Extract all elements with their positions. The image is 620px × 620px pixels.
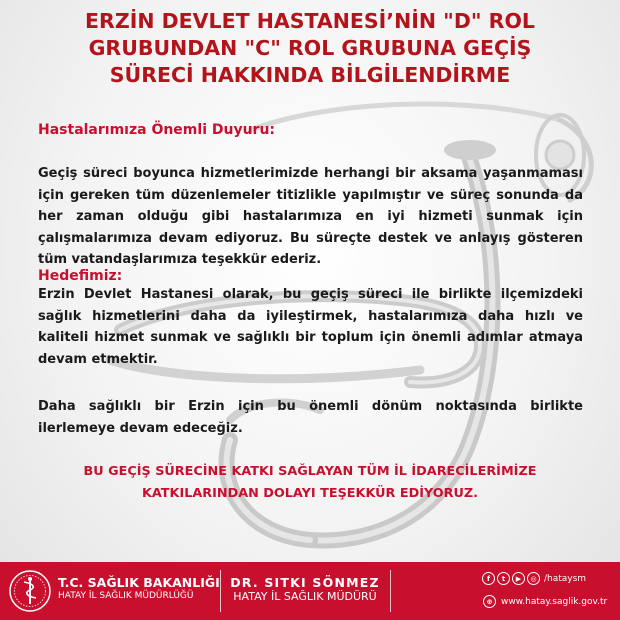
announcement-section	[38, 122, 583, 138]
closing-thanks	[40, 461, 580, 505]
ministry-logo-icon	[8, 569, 52, 613]
footer-divider	[220, 570, 221, 612]
page-title	[40, 8, 580, 89]
goal-text: Erzin Devlet Hastanesi olarak, bu geçiş süreci ile birlikte ilçemizdeki sağlık hizmetlerini daha da iyileştirmek, hastalarımıza daha hızlı ve kaliteli hizmet sunmak ve sağlıklı bir toplum için önemli adımlar atmaya devam etmektir.	[38, 287, 583, 367]
goal-heading: Hedefimiz:	[38, 268, 123, 284]
director-title: HATAY İL SAĞLIK MÜDÜRÜ	[233, 590, 377, 603]
globe-icon: ⊕	[483, 595, 496, 608]
youtube-icon[interactable]: ▶	[512, 572, 525, 585]
title-line: SÜRECİ HAKKINDA BİLGİLENDİRME	[109, 63, 511, 87]
closing-line: BU GEÇİŞ SÜRECİNE KATKI SAĞLAYAN TÜM İL İDARECİLERİMİZE	[83, 464, 537, 479]
title-line: GRUBUNDAN "C" ROL GRUBUNA GEÇİŞ	[88, 36, 532, 60]
instagram-icon[interactable]: ◎	[527, 572, 540, 585]
directorate-name: HATAY İL SAĞLIK MÜDÜRLÜĞÜ	[58, 591, 194, 601]
director-info	[230, 575, 380, 603]
ministry-name: T.C. SAĞLIK BAKANLIĞI	[58, 575, 220, 590]
social-handle[interactable]: /hataysm	[544, 573, 587, 584]
director-name: DR. SITKI SÖNMEZ	[230, 575, 380, 590]
website-url[interactable]: www.hatay.saglik.gov.tr	[501, 596, 608, 607]
future-section	[38, 396, 583, 439]
future-text: Daha sağlıklı bir Erzin için bu önemli dönüm noktasında birlikte ilerlemeye devam edeceğiz.	[38, 399, 583, 436]
twitter-icon[interactable]: t	[497, 572, 510, 585]
website-link[interactable]	[483, 595, 607, 608]
ministry-info	[58, 575, 220, 602]
footer-divider	[390, 570, 391, 612]
facebook-icon[interactable]: f	[482, 572, 495, 585]
announcement-body	[38, 163, 583, 271]
social-links	[482, 572, 586, 585]
footer-bar	[0, 562, 620, 620]
announcement-heading: Hastalarımıza Önemli Duyuru:	[38, 122, 276, 138]
title-line: ERZİN DEVLET HASTANESİ’NİN "D" ROL	[85, 9, 535, 33]
announcement-text: Geçiş süreci boyunca hizmetlerimizde herhangi bir aksama yaşanmaması için gereken tüm düzenlemeler titizlikle yapılmıştır ve süreç sonunda da her zaman olduğu gibi hastalarımıza en iyi hizmeti sunmak için çalışmalarımıza devam ediyoruz. Bu süreçte destek ve anlayış gösteren tüm vatandaşlarımıza teşekkür ederiz.	[38, 166, 583, 267]
closing-line: KATKILARINDAN DOLAYI TEŞEKKÜR EDİYORUZ.	[141, 486, 479, 501]
goal-section	[38, 268, 583, 370]
